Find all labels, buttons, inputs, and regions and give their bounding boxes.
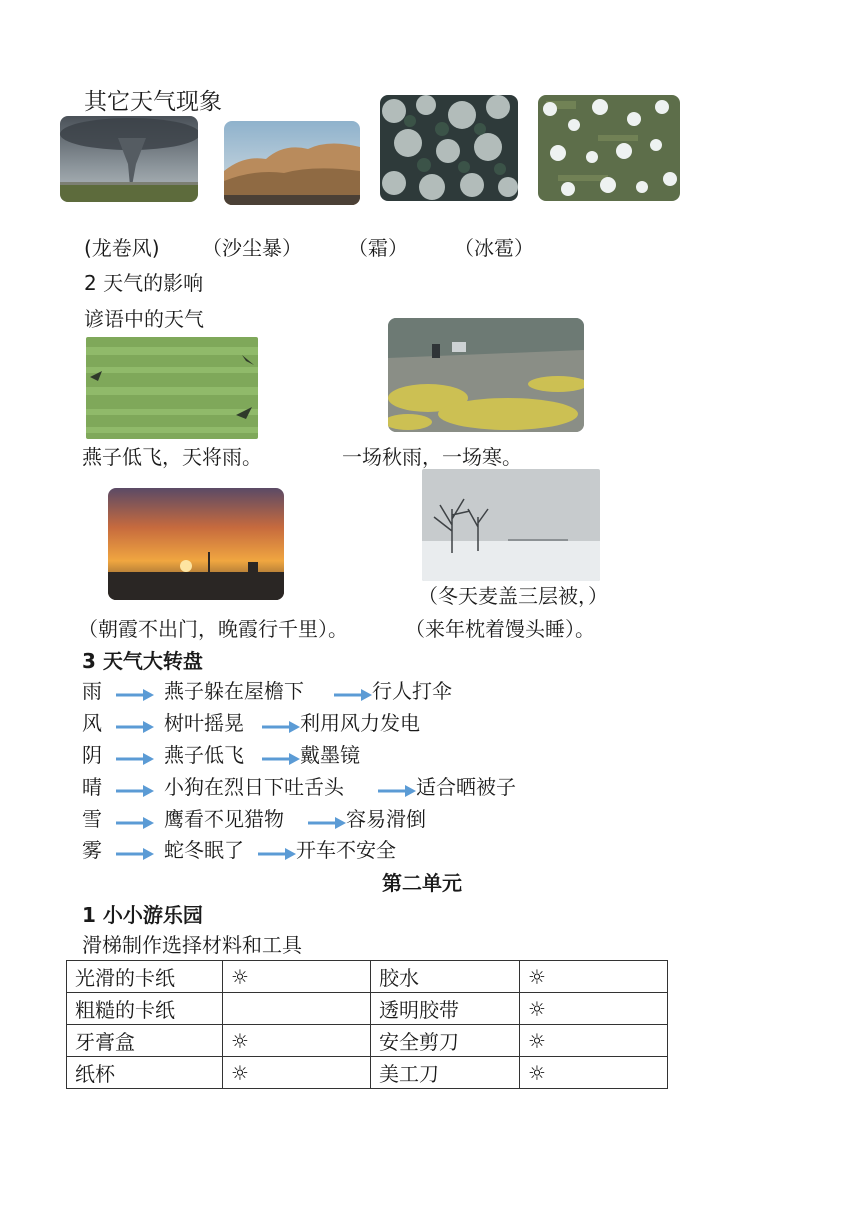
wheel-effect-a: 树叶摇晃: [164, 711, 244, 735]
right-arrow-icon: [262, 750, 300, 762]
material-name-cell: 透明胶带: [371, 993, 520, 1025]
heading-weather-influence: 2 天气的影响: [84, 271, 204, 295]
wheel-weather-label: 雨: [82, 679, 102, 703]
selected-sun-mark-cell: ☼: [223, 1057, 371, 1089]
material-name-cell: 光滑的卡纸: [67, 961, 223, 993]
tornado-photo: [60, 116, 198, 202]
right-arrow-icon: [334, 686, 372, 698]
wheel-effect-b: 利用风力发电: [300, 711, 420, 735]
wheel-effect-a: 小狗在烈日下吐舌头: [164, 775, 344, 799]
sunset-photo: [108, 488, 284, 600]
selected-sun-mark-cell: ☼: [520, 1025, 668, 1057]
caption-tornado: (龙卷风): [84, 236, 160, 260]
wheel-weather-label: 雾: [82, 838, 102, 862]
subheading-proverbs: 谚语中的天气: [84, 307, 204, 331]
heading-weather-wheel: 3 天气大转盘: [82, 649, 203, 673]
heading-playground: 1 小小游乐园: [82, 903, 203, 927]
wheel-effect-a: 鹰看不见猎物: [164, 807, 284, 831]
subheading-slide-materials: 滑梯制作选择材料和工具: [82, 933, 302, 957]
section-title-other-weather: 其它天气现象: [84, 89, 222, 115]
selected-sun-mark-cell: ☼: [520, 993, 668, 1025]
selected-sun-mark-cell: [223, 993, 371, 1025]
materials-table: [66, 960, 668, 1089]
proverb-swallows: 燕子低飞，天将雨。: [82, 445, 262, 469]
snow-field-photo: [422, 469, 600, 581]
selected-sun-mark-cell: ☼: [520, 961, 668, 993]
proverb-winter-wheat-b: （来年枕着馒头睡）。: [405, 617, 595, 641]
material-name-cell: 粗糙的卡纸: [67, 993, 223, 1025]
sandstorm-photo: [224, 121, 360, 205]
caption-sandstorm: （沙尘暴）: [202, 236, 302, 260]
wheel-effect-b: 行人打伞: [372, 679, 452, 703]
material-name-cell: 安全剪刀: [371, 1025, 520, 1057]
selected-sun-mark-cell: ☼: [520, 1057, 668, 1089]
unit-two-title: 第二单元: [382, 871, 462, 895]
table-row: [67, 961, 668, 993]
material-name-cell: 纸杯: [67, 1057, 223, 1089]
wheel-weather-label: 风: [82, 711, 102, 735]
wheel-effect-b: 容易滑倒: [346, 807, 426, 831]
table-row: [67, 993, 668, 1025]
wheel-weather-label: 雪: [82, 807, 102, 831]
table-row: [67, 1057, 668, 1089]
caption-frost: （霜）: [348, 236, 408, 260]
material-name-cell: 胶水: [371, 961, 520, 993]
swallows-grass-photo: [86, 337, 258, 439]
wheel-effect-b: 适合晒被子: [416, 775, 516, 799]
right-arrow-icon: [116, 686, 154, 698]
right-arrow-icon: [378, 782, 416, 794]
wheel-effect-a: 蛇冬眠了: [164, 838, 244, 862]
wheel-effect-a: 燕子低飞: [164, 743, 244, 767]
right-arrow-icon: [262, 718, 300, 730]
right-arrow-icon: [116, 845, 154, 857]
material-name-cell: 美工刀: [371, 1057, 520, 1089]
right-arrow-icon: [116, 718, 154, 730]
right-arrow-icon: [308, 814, 346, 826]
right-arrow-icon: [116, 814, 154, 826]
autumn-rain-photo: [388, 318, 584, 432]
right-arrow-icon: [116, 750, 154, 762]
hail-photo: [538, 95, 680, 201]
table-row: [67, 1025, 668, 1057]
right-arrow-icon: [258, 845, 296, 857]
wheel-effect-b: 开车不安全: [296, 838, 396, 862]
proverb-autumn-rain: 一场秋雨，一场寒。: [342, 445, 522, 469]
proverb-morning-glow: （朝霞不出门，晚霞行千里）。: [78, 617, 348, 641]
proverb-winter-wheat-a: （冬天麦盖三层被，）: [418, 584, 608, 608]
material-name-cell: 牙膏盒: [67, 1025, 223, 1057]
selected-sun-mark-cell: ☼: [223, 961, 371, 993]
wheel-weather-label: 晴: [82, 775, 102, 799]
wheel-effect-a: 燕子躲在屋檐下: [164, 679, 304, 703]
frost-photo: [380, 95, 518, 201]
wheel-weather-label: 阴: [82, 743, 102, 767]
wheel-effect-b: 戴墨镜: [300, 743, 360, 767]
right-arrow-icon: [116, 782, 154, 794]
caption-hail: （冰雹）: [454, 236, 534, 260]
selected-sun-mark-cell: ☼: [223, 1025, 371, 1057]
